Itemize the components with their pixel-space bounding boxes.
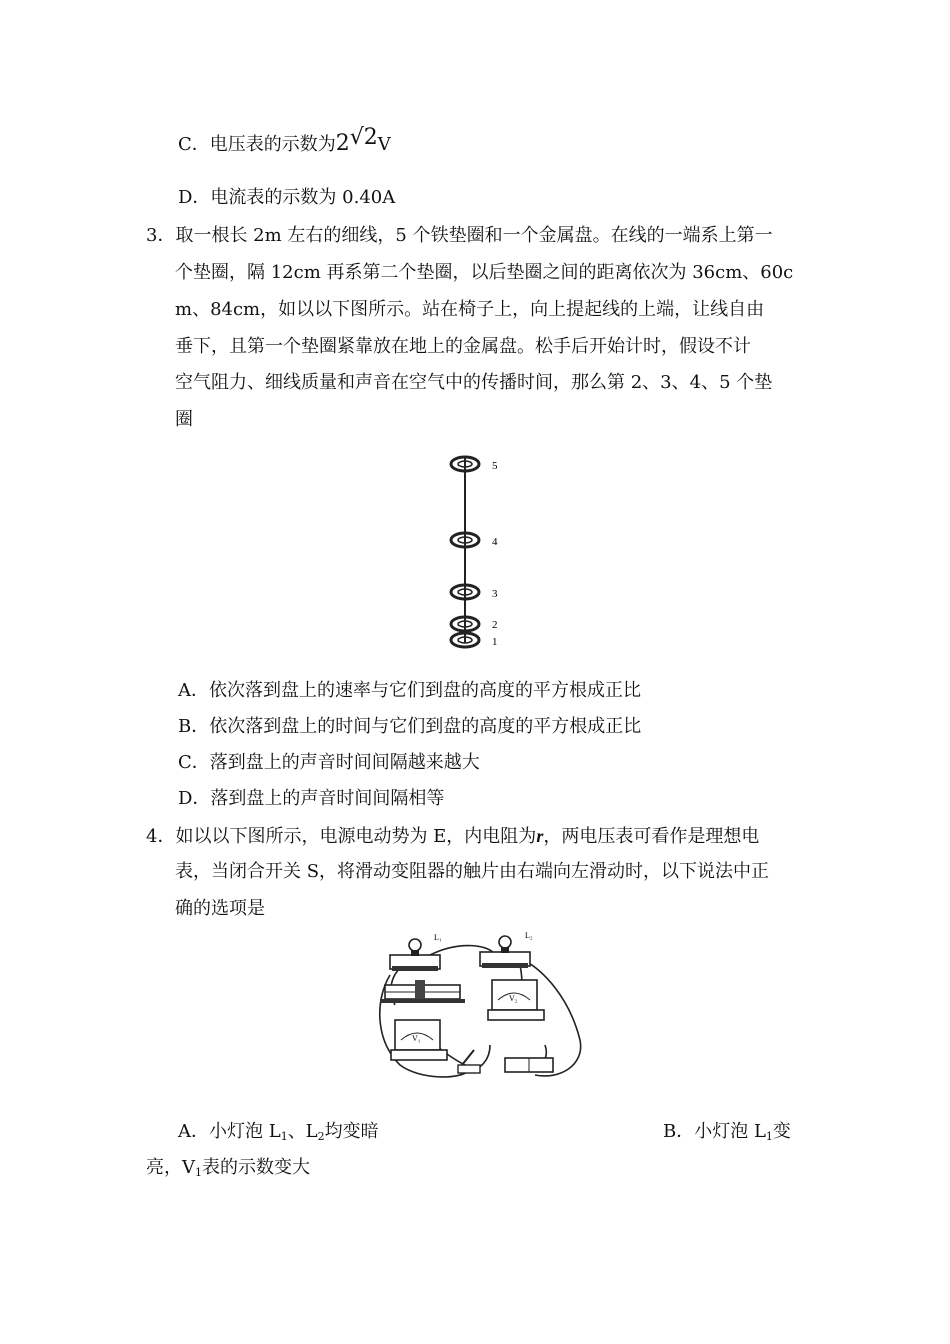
q4-option-a-prefix: A．小灯泡 L xyxy=(178,1121,281,1142)
voltmeter-v2 xyxy=(488,980,544,1020)
q4-stem-line3: 确的选项是 xyxy=(175,898,265,919)
switch xyxy=(458,1050,480,1073)
label-v2: V₂ xyxy=(509,994,518,1003)
label-l1: L₁ xyxy=(434,933,442,942)
q4-option-a xyxy=(178,1120,379,1149)
q4-symbol-r: r xyxy=(536,826,544,846)
q4-option-a-sub2: 2 xyxy=(317,1130,325,1143)
label-v1: V₁ xyxy=(412,1034,421,1043)
q2-option-d: D．电流表的示数为 0.40A xyxy=(178,187,396,208)
q4-option-b-cont-prefix: 亮，V xyxy=(146,1157,195,1178)
q2-option-c-text: C．电压表的示数为 xyxy=(178,134,336,155)
q4-option-b xyxy=(663,1120,791,1149)
q3-option-b: B．依次落到盘上的时间与它们到盘的高度的平方根成正比 xyxy=(178,716,642,737)
washer-label-4: 4 xyxy=(492,536,498,548)
q4-stem-line1-a: 4．如以以下图所示，电源电动势为 E，内电阻为 xyxy=(146,826,537,847)
q4-option-a-sub1: 1 xyxy=(280,1130,288,1143)
washer-figure xyxy=(440,448,520,658)
q2-option-c-unit: V xyxy=(377,134,391,155)
q4-stem-line1 xyxy=(146,824,759,849)
q4-stem-line1-b: ，两电压表可看作是理想电 xyxy=(543,826,760,847)
q3-option-d: D．落到盘上的声音时间间隔相等 xyxy=(178,788,445,809)
washer-label-2: 2 xyxy=(492,619,498,631)
q4-option-a-suffix: 均变暗 xyxy=(324,1121,379,1142)
q3-stem-line1: 3．取一根长 2m 左右的细线，5 个铁垫圈和一个金属盘。在线的一端系上第一 xyxy=(146,225,773,246)
q3-stem-line6: 圈 xyxy=(175,409,193,430)
q3-stem-line2: 个垫圈，隔 12cm 再系第二个垫圈，以后垫圈之间的距离依次为 36cm、60c xyxy=(175,262,794,283)
q4-option-b-cont-sub: 1 xyxy=(195,1166,202,1179)
battery xyxy=(505,1058,553,1072)
circuit-figure xyxy=(370,930,590,1090)
washer-label-1: 1 xyxy=(492,636,498,648)
q3-option-c: C．落到盘上的声音时间间隔越来越大 xyxy=(178,752,480,773)
washer-label-3: 3 xyxy=(492,588,498,600)
rheostat xyxy=(380,980,465,1003)
q4-option-b-sub1: 1 xyxy=(765,1130,773,1143)
bulb-l1 xyxy=(390,933,442,971)
washer-label-5: 5 xyxy=(492,460,498,472)
q4-option-b-cont-suffix: 表的示数变大 xyxy=(202,1157,310,1178)
q2-option-c xyxy=(178,125,391,157)
q4-option-b-suffix: 变 xyxy=(772,1121,791,1142)
q4-option-b-continued xyxy=(146,1156,310,1185)
label-l2: L₂ xyxy=(525,931,533,940)
q3-stem-line4: 垂下，且第一个垫圈紧靠放在地上的金属盘。松手后开始计时，假设不计 xyxy=(175,336,751,357)
q4-option-b-prefix: B．小灯泡 L xyxy=(663,1121,766,1142)
q4-stem-line2: 表，当闭合开关 S，将滑动变阻器的触片由右端向左滑动时，以下说法中正 xyxy=(175,861,770,882)
voltmeter-v1 xyxy=(391,1020,447,1060)
q2-option-c-coef: 2 xyxy=(335,131,350,156)
q3-option-a: A．依次落到盘上的速率与它们到盘的高度的平方根成正比 xyxy=(178,680,641,701)
q3-stem-line5: 空气阻力、细线质量和声音在空气中的传播时间，那么第 2、3、4、5 个垫 xyxy=(175,372,773,393)
q3-stem-line3: m、84cm，如以以下图所示。站在椅子上，向上提起线的上端，让线自由 xyxy=(175,299,765,320)
q2-option-c-sqrt: √2 xyxy=(349,125,378,150)
q4-option-a-mid: 、L xyxy=(287,1121,318,1142)
